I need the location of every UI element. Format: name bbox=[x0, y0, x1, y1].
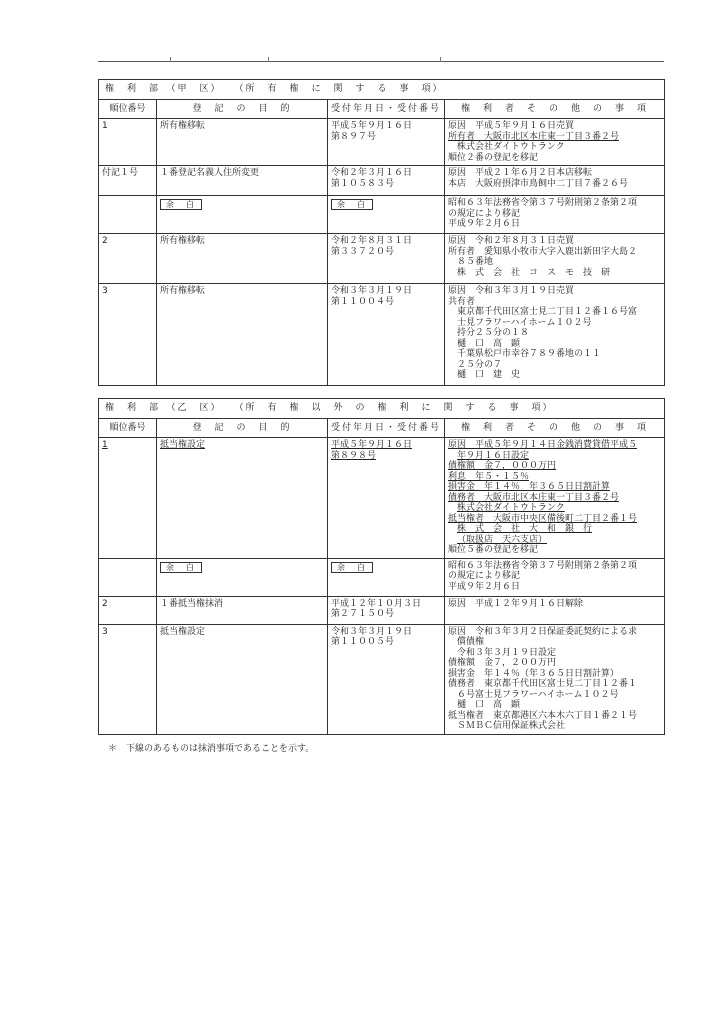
matter-line: ６号富士見フラワーハイホーム１０２号 bbox=[457, 689, 619, 700]
header-purpose: 登 記 の 目 的 bbox=[157, 419, 328, 438]
matters-cell bbox=[445, 166, 665, 196]
receipt-cell bbox=[328, 624, 445, 734]
rank-cell: 3 bbox=[99, 624, 157, 734]
matter-line: 債権額 金７，２００万円 bbox=[448, 658, 557, 668]
matter-line: 昭和６３年法務省令第３７号附則第２条第２項 bbox=[448, 560, 638, 571]
receipt-number: 第８９８号 bbox=[331, 450, 377, 461]
footnote: ＊ 下線のあるものは抹消事項であることを示す。 bbox=[108, 744, 315, 754]
purpose-cell: １番登記名義人住所変更 bbox=[157, 166, 328, 196]
matter-line: 損害金 年１４％（年３６５日日割計算） bbox=[448, 668, 620, 679]
header-matters: 権 利 者 そ の 他 の 事 項 bbox=[445, 100, 665, 119]
matter-line: 原因 令和２年８月３１日売買 bbox=[448, 236, 575, 246]
matter-line: 抵当権者 東京都港区六本木六丁目１番２１号 bbox=[448, 710, 638, 721]
receipt-number: 第１０５８３号 bbox=[331, 178, 395, 189]
otsu-title: 権 利 部 （乙 区） （所 有 権 以 外 の 権 利 に 関 す る 事 項） bbox=[99, 399, 665, 419]
purpose-cell bbox=[157, 438, 328, 559]
matter-line: 株式会社ダイトウトランク bbox=[457, 142, 565, 152]
top-tick bbox=[170, 57, 171, 62]
matter-line: 原因 平成２１年６月２日本店移転 bbox=[448, 168, 593, 178]
matter-line: 債務者 東京都千代田区富士見二丁目１２番１ bbox=[448, 679, 638, 689]
receipt-date: 令和３年３月１９日 bbox=[331, 626, 413, 637]
matter-line: 順位５番の登記を移記 bbox=[448, 545, 539, 555]
matter-line: 千葉県松戸市幸谷７８９番地の１１ bbox=[457, 349, 602, 359]
rank-cell bbox=[99, 196, 157, 234]
matters-cell bbox=[445, 119, 665, 166]
purpose-cell bbox=[157, 196, 328, 234]
table-row bbox=[99, 166, 665, 196]
yohaku-box: 余 白 bbox=[160, 562, 202, 573]
top-tick bbox=[268, 57, 269, 62]
receipt-cell bbox=[328, 596, 445, 624]
receipt-date: 令和２年３月１６日 bbox=[331, 168, 413, 178]
receipt-number: 第３３７２０号 bbox=[331, 246, 395, 257]
header-receipt: 受付年月日・受付番号 bbox=[328, 100, 445, 119]
yohaku-box: 余 白 bbox=[160, 199, 202, 210]
purpose-cell: １番抵当権抹消 bbox=[157, 596, 328, 624]
matter-line: の規定により移記 bbox=[448, 571, 521, 581]
rank-cell bbox=[99, 438, 157, 559]
matter-line: 債務者 大阪市北区本庄東一丁目３番２号 bbox=[448, 492, 620, 503]
receipt-number: 第８９７号 bbox=[331, 131, 377, 142]
matter-line: 年９月１６日設定 bbox=[457, 450, 530, 461]
matter-line: （取扱店 天六支店） bbox=[457, 534, 548, 545]
matter-line: 原因 令和３年３月１９日売買 bbox=[448, 286, 575, 296]
table-row bbox=[99, 119, 665, 166]
receipt-cell bbox=[328, 234, 445, 284]
receipt-number: 第１１００５号 bbox=[331, 637, 395, 647]
matters-cell bbox=[445, 284, 665, 386]
matter-line: 株 式 会 社 コ ス モ 技 研 bbox=[457, 267, 611, 278]
purpose-cell bbox=[157, 558, 328, 596]
matter-line: 抵当権者 大阪市中央区備後町二丁目２番１号 bbox=[448, 513, 638, 524]
otsu-section-table bbox=[98, 398, 665, 735]
header-purpose: 登 記 の 目 的 bbox=[157, 100, 328, 119]
purpose-cell: 所有権移転 bbox=[157, 119, 328, 166]
matter-line: 所有者 愛知県小牧市大字入鹿出新田字大島２ bbox=[448, 246, 638, 257]
matter-line: ２５分の７ bbox=[457, 359, 503, 370]
receipt-date: 平成５年９月１６日 bbox=[331, 440, 413, 450]
matter-line: 持分２５分の１８ bbox=[457, 328, 530, 338]
matter-line: 所有者 大阪市北区本庄東一丁目３番２号 bbox=[448, 131, 620, 142]
rank-cell: 付記１号 bbox=[99, 166, 157, 196]
receipt-cell bbox=[328, 166, 445, 196]
purpose-cell: 所有権移転 bbox=[157, 234, 328, 284]
table-row bbox=[99, 196, 665, 234]
receipt-cell bbox=[328, 558, 445, 596]
matter-line: 平成９年２月６日 bbox=[448, 581, 521, 592]
matter-line: 償債権 bbox=[457, 637, 485, 647]
table-row bbox=[99, 596, 665, 624]
rank-cell: 3 bbox=[99, 284, 157, 386]
receipt-cell bbox=[328, 119, 445, 166]
rank-cell: 2 bbox=[99, 596, 157, 624]
matter-line: ８５番地 bbox=[457, 257, 494, 267]
matters-cell bbox=[445, 624, 665, 734]
matter-line: 原因 平成５年９月１４日金銭消費貸借平成５ bbox=[448, 440, 638, 450]
rank-value: 1 bbox=[102, 440, 108, 450]
rank-cell: 2 bbox=[99, 234, 157, 284]
matter-line: 株式会社ダイトウトランク bbox=[457, 503, 565, 513]
receipt-date: 平成１２年１０月３日 bbox=[331, 598, 422, 609]
purpose-cell: 所有権移転 bbox=[157, 284, 328, 386]
matter-line: 士見フラワーハイホーム１０２号 bbox=[457, 317, 592, 328]
receipt-cell bbox=[328, 196, 445, 234]
table-row bbox=[99, 284, 665, 386]
rank-cell bbox=[99, 558, 157, 596]
top-tick bbox=[440, 57, 441, 62]
matter-line: 令和３年３月１９日設定 bbox=[457, 647, 557, 658]
matter-line: 昭和６３年法務省令第３７号附則第２条第２項 bbox=[448, 198, 638, 208]
receipt-date: 平成５年９月１６日 bbox=[331, 121, 413, 131]
table-row bbox=[99, 234, 665, 284]
matters-cell bbox=[445, 438, 665, 559]
matter-line: 原因 平成５年９月１６日売買 bbox=[448, 121, 575, 131]
yohaku-box: 余 白 bbox=[331, 562, 373, 573]
receipt-date: 令和３年３月１９日 bbox=[331, 286, 413, 296]
rank-cell: 1 bbox=[99, 119, 157, 166]
matter-line: 原因 令和３年３月２日保証委託契約による求 bbox=[448, 626, 638, 637]
purpose-cell: 抵当権設定 bbox=[157, 624, 328, 734]
table-row bbox=[99, 558, 665, 596]
matters-cell bbox=[445, 558, 665, 596]
matter-line: 債権額 金７，０００万円 bbox=[448, 461, 557, 471]
matter-line: 樋 口 建 史 bbox=[457, 370, 521, 380]
matter-line: 利息 年５・１５％ bbox=[448, 471, 530, 482]
matter-line: ＳＭＢＣ信用保証株式会社 bbox=[457, 721, 566, 731]
kou-section-table bbox=[98, 79, 665, 386]
matter-line: 本店 大阪府摂津市鳥飼中二丁目７番２６号 bbox=[448, 178, 629, 189]
table-row bbox=[99, 624, 665, 734]
receipt-number: 第２７１５０号 bbox=[331, 609, 395, 619]
header-rank: 順位番号 bbox=[99, 100, 157, 119]
matter-line: 原因 平成１２年９月１６日解除 bbox=[448, 598, 584, 609]
purpose-value: 抵当権設定 bbox=[160, 440, 206, 450]
matter-line: 共有者 bbox=[448, 296, 476, 307]
matter-line: 順位２番の登記を移記 bbox=[448, 152, 539, 163]
header-matters: 権 利 者 そ の 他 の 事 項 bbox=[445, 419, 665, 438]
matter-line: 損害金 年１４％ 年３６５日日割計算 bbox=[448, 482, 611, 492]
matter-line: 樋 口 高 顕 bbox=[457, 700, 521, 710]
matter-line: 樋 口 高 顕 bbox=[457, 338, 521, 349]
matters-cell bbox=[445, 196, 665, 234]
matter-line: 株 式 会 社 大 和 銀 行 bbox=[457, 524, 593, 534]
top-rule bbox=[98, 61, 664, 62]
matters-cell bbox=[445, 234, 665, 284]
receipt-date: 令和２年８月３１日 bbox=[331, 236, 413, 246]
table-row bbox=[99, 438, 665, 559]
yohaku-box: 余 白 bbox=[331, 199, 373, 210]
receipt-cell bbox=[328, 438, 445, 559]
kou-title: 権 利 部 （甲 区） （所 有 権 に 関 す る 事 項） bbox=[99, 80, 665, 100]
matter-line: 東京都千代田区富士見二丁目１２番１６号富 bbox=[457, 307, 638, 317]
receipt-cell bbox=[328, 284, 445, 386]
receipt-number: 第１１００４号 bbox=[331, 296, 395, 307]
matter-line: の規定により移記 bbox=[448, 208, 521, 219]
header-receipt: 受付年月日・受付番号 bbox=[328, 419, 445, 438]
matter-line: 平成９年２月６日 bbox=[448, 219, 521, 229]
matters-cell bbox=[445, 596, 665, 624]
header-rank: 順位番号 bbox=[99, 419, 157, 438]
